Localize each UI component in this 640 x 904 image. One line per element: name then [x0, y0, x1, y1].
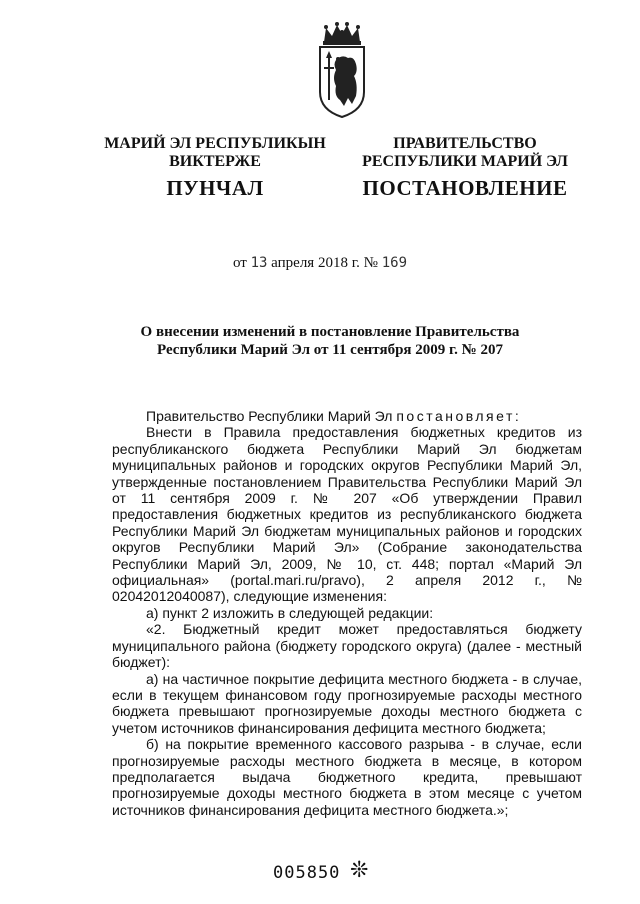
document-number: 169 [381, 255, 408, 271]
title-line2: Республики Марий Эл от 11 сентября 2009 г. № 207 [157, 342, 503, 358]
date-day: 13 [250, 255, 268, 271]
date-prefix: от [232, 255, 247, 271]
header-right-line2: РЕСПУБЛИКИ МАРИЙ ЭЛ [362, 153, 568, 170]
header-right-doc-type: ПОСТАНОВЛЕНИЕ [362, 176, 568, 200]
title-line1: О внесении изменений в постановление Правительства [140, 324, 520, 340]
document-title [80, 323, 580, 359]
coat-of-arms-emblem [312, 20, 372, 120]
footer-serial-number: 005850 [273, 863, 341, 883]
date-line [0, 255, 640, 272]
body-lead: Правительство Республики Марий Эл [146, 408, 393, 424]
body-paragraph: а) пункт 2 изложить в следующей редакции: [146, 604, 434, 621]
body-verb: постановляет: [396, 408, 522, 424]
document-body [112, 408, 582, 818]
header-left-line1: МАРИЙ ЭЛ РЕСПУБЛИКЫН [104, 135, 326, 152]
body-paragraph: «2. Бюджетный кредит может предоставляться бюджету муниципального района (бюджету городского округа) (далее - местный бюджет): [112, 621, 582, 671]
date-month-year: апреля 2018 г. № [271, 255, 378, 271]
header-right-line1: ПРАВИТЕЛЬСТВО [393, 135, 537, 152]
header-left-line2: ВИКТЕРЖЕ [169, 153, 261, 170]
body-paragraph: Внести в Правила предоставления бюджетных кредитов из республиканского бюджета Республики Марий Эл бюджетам муниципальных районов и городских округов Республики Марий Эл, утвержденные постановлением Правительства Республики Марий Эл от 11 сентября 2009 г. № 207 «Об утверждении Правил предоставления бюджетных кредитов из республиканского бюджета Республики Марий Эл бюджетам муниципальных районов и городских округов Республики Марий Эл» (Собрание законодательства Республики Марий Эл, 2009, № 10, ст. 448; портал «Марий Эл официальная» (portal.mari.ru/pravo), 2 апреля 2012 г., № 02042012040087), следующие изменения: [112, 424, 582, 605]
body-paragraph [112, 408, 582, 424]
body-paragraph: б) на покрытие временного кассового разрыва - в случае, если прогнозируемые расходы местного бюджета в месяце, в котором предполагается выдача бюджетного кредита, превышают прогнозируемые доходы местного бюджета в этом месяце с учетом источников финансирования дефицита местного бюджета.»; [112, 736, 582, 818]
footer-ornament: ❊ [350, 858, 369, 883]
body-paragraph: а) на частичное покрытие дефицита местного бюджета - в случае, если в текущем финансовом году прогнозируемые расходы местного бюджета превышают прогнозируемые доходы местного бюджета с учетом источников финансирования дефицита местного бюджета; [112, 670, 582, 736]
header-left-doc-type: ПУНЧАЛ [166, 176, 264, 200]
